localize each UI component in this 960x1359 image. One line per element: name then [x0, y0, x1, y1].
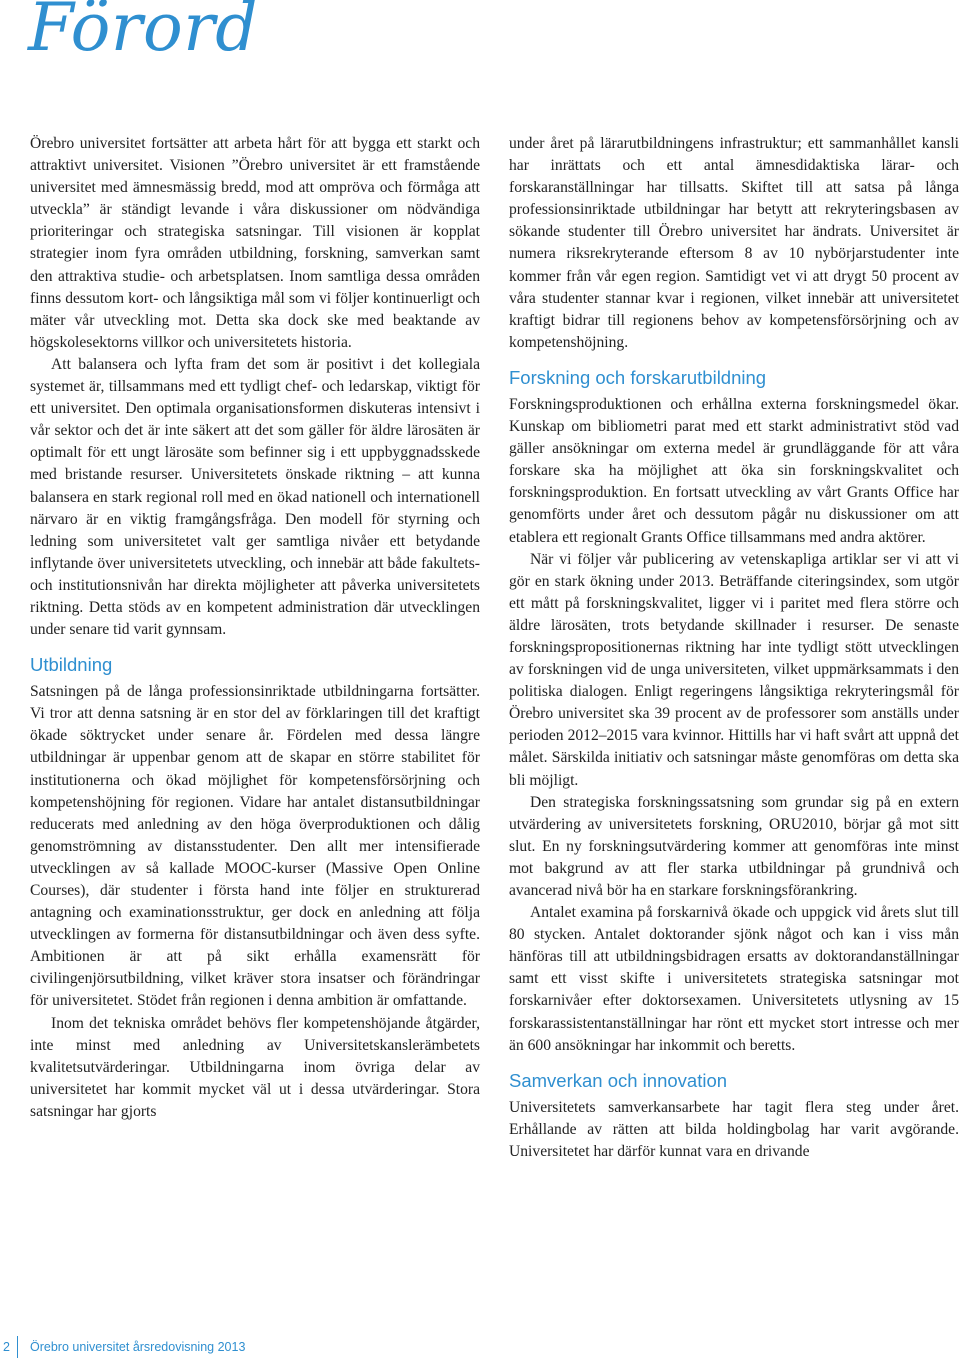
heading-utbildning: Utbildning: [30, 654, 113, 676]
paragraph-lararutbildning: under året på lärarutbildningens infrastruktur; ett sammanhållet kansli har inrättats och ett antal ämnesdidaktiska lärar- och forskaranställningar har tillsatts. Skiftet till att satsa på långa professionsinriktade utbildningar har betytt att rekryteringsbasen av sökande studenter till Örebro universitet har ändrats. Universitet är numera riksrekryterande eftersom 8 av 10 nybörjarstudenter inte kommer från vår egen region. Samtidigt vet vi att drygt 50 procent av våra studenter stannar kvar i regionen, vilket innebär att universitetet kraftigt bidrar till regionens behov av kompetensförsörjning och av kompetenshöjning.: [509, 135, 959, 351]
paragraph-forskningssatsning: Den strategiska forskningssatsning som grundar sig på en extern utvärdering av universitetets forskning, ORU2010, börjar gå mot sitt slut. En ny forskningsutvärdering kommer att genomföras inte minst mot bakgrund av att fler starka utbildningar på grundnivå och avancerad nivå bör ha en starkare forskningsförankring.: [509, 793, 959, 899]
right-column: [509, 133, 959, 1163]
paragraph-examina: Antalet examina på forskarnivå ökade och uppgick vid årets slut till 80 stycken. Antalet doktorander sjönk något och kan i viss mån hänföras till att utbildningsbidragen ersatts av doktorandanställningar samt ett visst skifte i universitetets strategiska satsningar mot forskarnivåer efter doktorsexamen. Universitetets utlysning av 15 forskarassistentanställningar har rönt ett mycket stort intresse och mer än 600 ansökningar har inkommit och beretts.: [509, 904, 959, 1054]
heading-forskning: Forskning och forskarutbildning: [509, 366, 767, 388]
paragraph-utbildning: Satsningen på de långa professionsinriktade utbildningarna fortsätter. Vi tror att denna satsning är en stor del av förklaringen till det kraftigt ökade söktrycket under senare år. Fördelen med dessa längre utbildningar är uppenbar genom att de skapar en större stabilitet för institutionerna och ökad möjlighet för kompetensförsörjning och kompetenshöjning för regionen. Vidare har antalet distansutbildningar reducerats med anledning av den höga överproduktionen och dålig genomströmning av distansstudenter. Den allt mer intensifierade utvecklingen av så kallade MOOC-kurser (Massive Open Online Courses), där studenter i första hand inte följer en strukturerad antagning och examinationsstruktur, ger dock en anledning att följa utvecklingen av formerna för distansutbildningar och även dess syfte. Ambitionen är att på sikt erhålla examensrätt för civilingenjörsutbildning, vilket kräver stora insatser och förändringar för universitetet. Stödet från regionen i denna ambition är omfattande.: [30, 683, 480, 1010]
paragraph-governance: Att balansera och lyfta fram det som är positivt i det kollegiala systemet är, tillsammans med ett tydligt chef- och ledarskap, viktigt för ett universitet. Den optimala organisationsformen diskuteras intensivt i vår sektor och det är inte säkert att det som gäller för äldre lärosäten är optimalt för ett ungt lärosäte som befinner sig i ett uppbyggnadsskede med bristande resurser. Universitetets önskade riktning – att kunna balansera en stark regional roll med en ökad nationell och internationell närvaro är en viktig framgångsfråga. Den modell för styrning och ledning som universitetet valt ger samtliga nivåer ett betydande inflytande över universitetets utveckling, och innebär att både fakultets- och institutionsnivån har direkta möjligheter att påverka universitetets riktning. Detta stöds av en kompetent administration där utvecklingen under senare tid varit gynnsam.: [30, 355, 480, 639]
paragraph-intro: Örebro universitet fortsätter att arbeta hårt för att bygga ett starkt och attraktivt universitet. Visionen ”Örebro universitet är ett framstående universitet med ämnesmässig bredd, mod att ompröva och förmåga att utveckla” är ständigt levande i våra diskussioner om nödvändiga prioriteringar och strategiska satsningar. Till visionen är kopplat strategier inom fyra områden utbildning, forskning, samverkan samt den attraktiva studie- och arbetsplatsen. Inom samtliga dessa områden finns dessutom kort- och långsiktiga mål som vi följer kontinuerligt och mäter vår utveckling mot. Detta ska dock ske med beaktande av högskolesektorns villkor och universitetets historia.: [30, 135, 480, 351]
page-footer: [0, 1336, 400, 1358]
paragraph-teknik: Inom det tekniska området behövs fler kompetenshöjande åtgärder, inte minst med anledning av Universitetskanslerämbetets kvalitetsutvärderingar. Utbildningarna inom övriga delar av universitetet har kommit mycket väl ut i dessa utvärderingar. Stora satsningar har gjorts: [30, 1014, 480, 1120]
footer-divider: [17, 1336, 18, 1358]
left-column: [30, 133, 480, 1123]
paragraph-samverkan: Universitetets samverkansarbete har tagit flera steg under året. Erhållande av rätten att bilda holdingbolag har varit avgörande. Universitetet har därför kunnat vara en drivande: [509, 1098, 959, 1160]
page-number: 2: [3, 1340, 10, 1354]
page-title: Förord: [28, 0, 259, 66]
paragraph-publicering: När vi följer vår publicering av vetenskapliga artiklar ser vi att vi gör en stark ökning under 2013. Beträffande citeringsindex, som utgör ett mått på forskningskvalitet, ligger vi i paritet med flera större och äldre lärosäten, trots betydande skillnader i resurser. De senaste forskningspropositionernas riktning har inte tydligt stött utvecklingen av forskningen vid de unga universiteten, vilket uppmärksammats i den politiska dialogen. Enligt regeringens långsiktiga rekryteringsmål för Örebro universitet ska 39 procent av de professorer som anställs under perioden 2012–2015 vara kvinnor. Hittills har vi haft svårt att uppnå det målet. Särskilda initiativ och satsningar måste genomföras om detta ska bli möjligt.: [509, 550, 959, 789]
paragraph-forskningsmedel: Forskningsproduktionen och erhållna externa forskningsmedel ökar. Kunskap om bibliometri parat med ett starkt administrativt stöd vad gäller ansökningar om externa medel är grundläggande för att våra forskare ska ha möjlighet att öka sin forskningskvalitet och forskningsproduktion. En fortsatt utveckling av vårt Grants Office har genomförts under året och dessutom pågår nu diskussioner om att etablera ett regionalt Grants Office tillsammans med andra aktörer.: [509, 395, 959, 546]
footer-text: Örebro universitet årsredovisning 2013: [30, 1340, 246, 1354]
heading-samverkan: Samverkan och innovation: [509, 1069, 728, 1091]
